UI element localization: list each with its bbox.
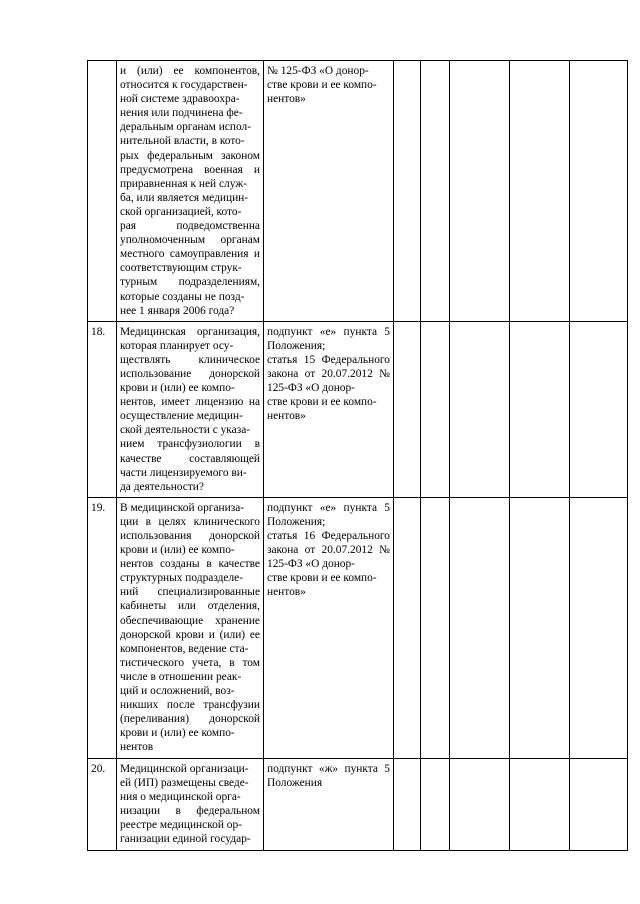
requirement-cell: подпункт «ж» пункта 5 Положения xyxy=(264,758,394,850)
requirement-cell: подпункт «е» пункта 5 Положения; статья 15 Федерального закона от 20.07.2012 № 125-ФЗ «О донор- стве крови и ее компо- нентов» xyxy=(264,321,394,497)
answer-note-cell[interactable] xyxy=(510,321,570,497)
question-cell: Медицинской организаци- ей (ИП) размещены сведе- ния о медицинской орга- низации в федеральном реестре медицинской ор- ганизации единой государ- xyxy=(117,758,264,850)
comment-cell[interactable] xyxy=(570,61,628,322)
answer-no-cell[interactable] xyxy=(421,61,450,322)
answer-note-cell[interactable] xyxy=(510,61,570,322)
question-cell: и (или) ее компонентов, относится к государствен- ной системе здравоохра- нения или подчинена фе- деральным органам испол- нительной власти, в кото- рых федеральным законом предусмотрена военная и приравненная к ней служ- ба, или является медицин- ской организацией, кото- рая подведомственна уполномоченным органам местного самоуправления и соответствующим струк- турным подразделениям, которые созданы не позд- нее 1 января 2006 года? xyxy=(117,61,264,322)
answer-yes-cell[interactable] xyxy=(394,61,421,322)
checklist-table xyxy=(87,60,628,851)
answer-yes-cell[interactable] xyxy=(394,497,421,758)
comment-cell[interactable] xyxy=(570,497,628,758)
answer-yes-cell[interactable] xyxy=(394,321,421,497)
comment-cell[interactable] xyxy=(570,758,628,850)
answer-no-cell[interactable] xyxy=(421,321,450,497)
requirement-cell: № 125-ФЗ «О донор- стве крови и ее компо- нентов» xyxy=(264,61,394,322)
answer-na-cell[interactable] xyxy=(450,321,510,497)
requirement-cell: подпункт «е» пункта 5 Положения; статья 16 Федерального закона от 20.07.2012 № 125-ФЗ «О донор- стве крови и ее компо- нентов» xyxy=(264,497,394,758)
question-cell: В медицинской организа- ции в целях клинического использования донорской крови и (или) ее компо- нентов созданы в качестве структурных подразделе- ний специализированные кабинеты или отделения, обеспечивающие хранение донорской крови и (или) ее компонентов, ведение ста- тистического учета, в том числе в отношении реак- ций и осложнений, воз- никших после трансфузии (переливания) донорской крови и (или) ее компо- нентов xyxy=(117,497,264,758)
table-row xyxy=(88,497,628,758)
answer-no-cell[interactable] xyxy=(421,497,450,758)
question-cell: Медицинская организация, которая планирует осу- ществлять клиническое использование донорской крови и (или) ее компо- нентов, имеет лицензию на осуществление медицин- ской деятельности с указа- нием трансфузиологии в качестве составляющей части лицензируемого ви- да деятельности? xyxy=(117,321,264,497)
row-number: 18. xyxy=(88,321,117,497)
answer-yes-cell[interactable] xyxy=(394,758,421,850)
answer-note-cell[interactable] xyxy=(510,758,570,850)
table-row xyxy=(88,61,628,322)
comment-cell[interactable] xyxy=(570,321,628,497)
answer-na-cell[interactable] xyxy=(450,61,510,322)
table-row xyxy=(88,321,628,497)
answer-na-cell[interactable] xyxy=(450,497,510,758)
row-number: 19. xyxy=(88,497,117,758)
row-number: 20. xyxy=(88,758,117,850)
answer-na-cell[interactable] xyxy=(450,758,510,850)
answer-note-cell[interactable] xyxy=(510,497,570,758)
answer-no-cell[interactable] xyxy=(421,758,450,850)
table-row xyxy=(88,758,628,850)
row-number xyxy=(88,61,117,322)
